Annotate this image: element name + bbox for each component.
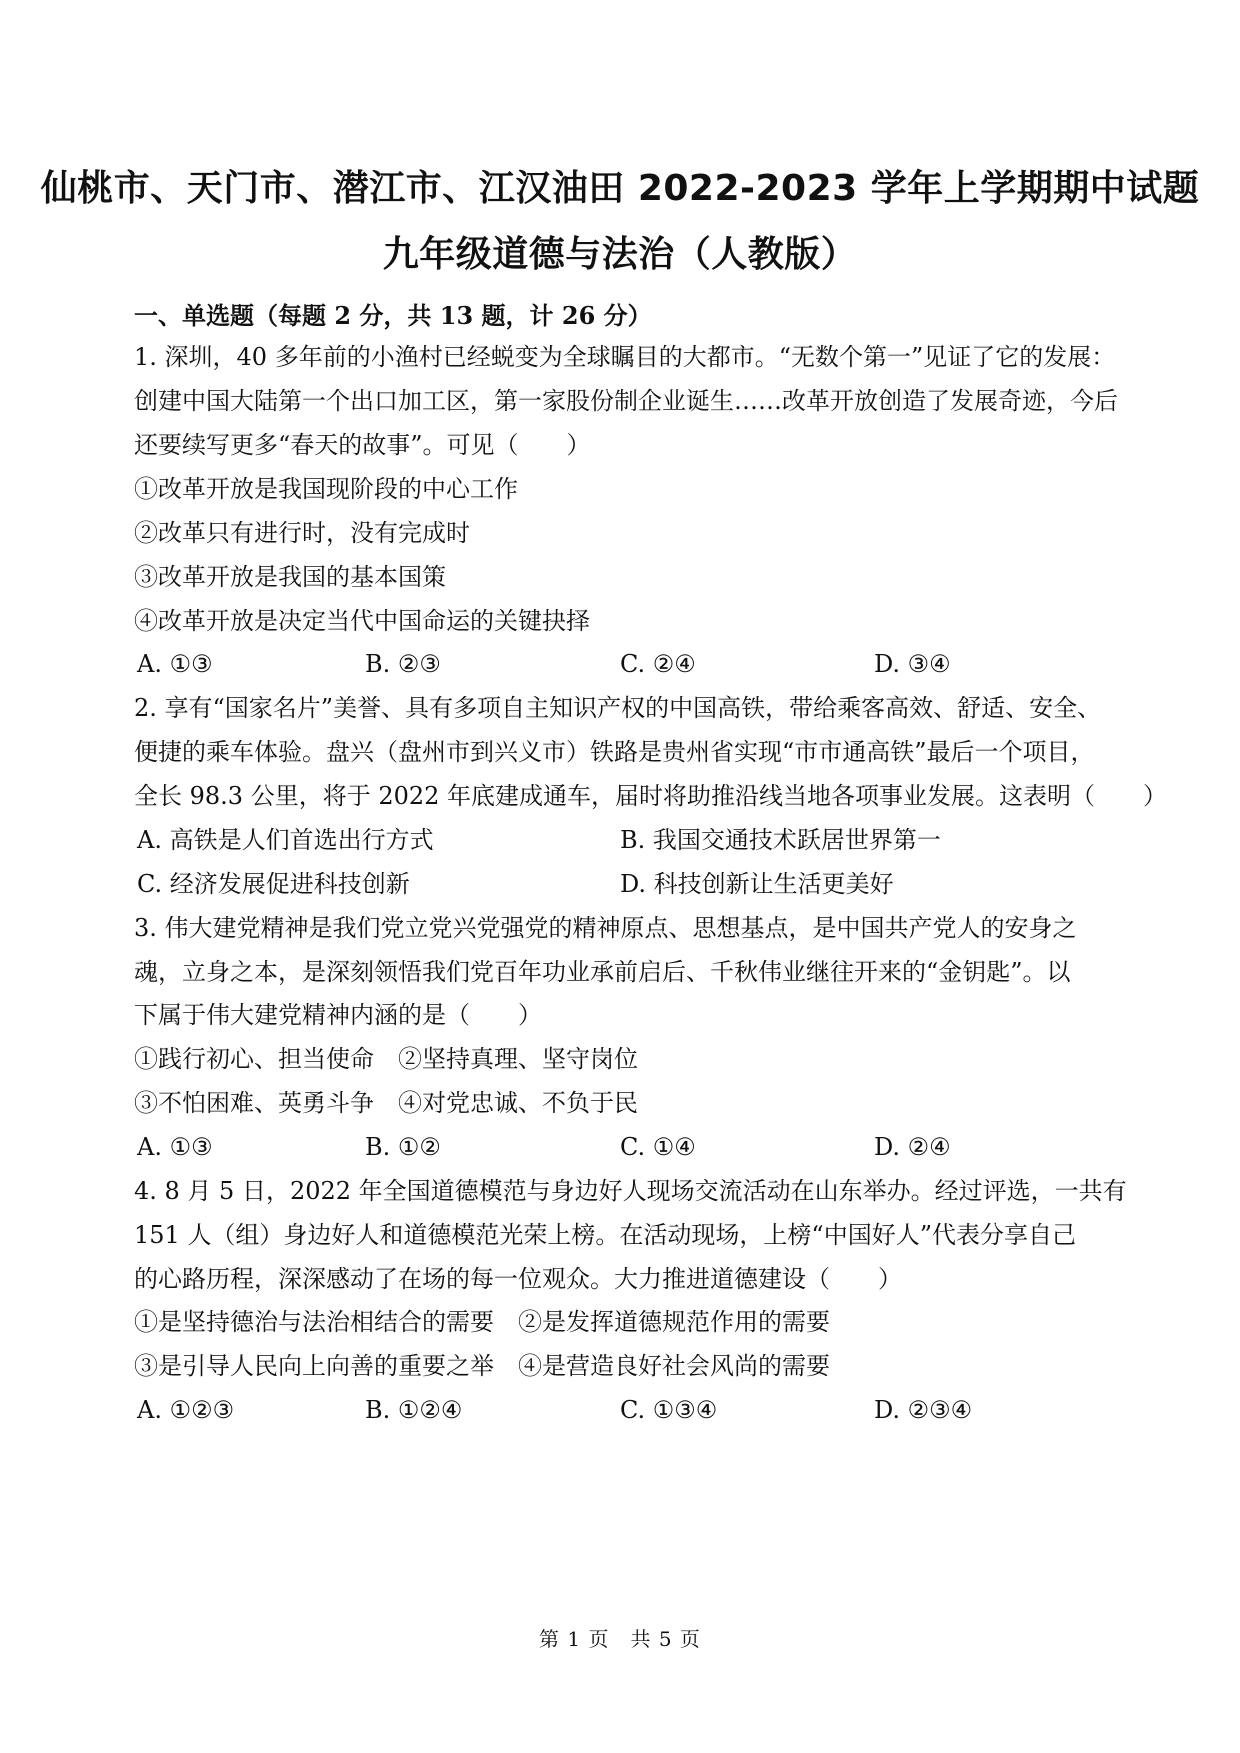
exam-title: 仙桃市、天门市、潜江市、江汉油田 2022-2023 学年上学期期中试题 xyxy=(40,168,1200,209)
q2-option-a: A. 高铁是人们首选出行方式 xyxy=(137,826,434,854)
q1-statement-4: ④改革开放是决定当代中国命运的关键抉择 xyxy=(134,607,590,635)
q4-option-b: B. ①②④ xyxy=(365,1396,463,1424)
q1-stem-line2: 创建中国大陆第一个出口加工区，第一家股份制企业诞生……改革开放创造了发展奇迹，今后 xyxy=(134,387,1118,415)
q3-stem-line1: 3. 伟大建党精神是我们党立党兴党强党的精神原点、思想基点，是中国共产党人的安身之 xyxy=(134,914,1077,942)
q2-option-b: B. 我国交通技术跃居世界第一 xyxy=(620,826,941,854)
page-number: 第 1 页 共 5 页 xyxy=(539,1627,701,1651)
q2-option-d: D. 科技创新让生活更美好 xyxy=(620,870,894,898)
q1-statement-2: ②改革只有进行时，没有完成时 xyxy=(134,519,470,547)
q2-stem-line1: 2. 享有“国家名片”美誉、具有多项自主知识产权的中国高铁，带给乘客高效、舒适、安全、 xyxy=(134,694,1102,722)
q4-statements-line1: ①是坚持德治与法治相结合的需要 ②是发挥道德规范作用的需要 xyxy=(134,1308,830,1336)
q1-stem-line1: 1. 深圳，40 多年前的小渔村已经蜕变为全球瞩目的大都市。“无数个第一”见证了它的发展： xyxy=(134,343,1116,371)
q3-option-d: D. ②④ xyxy=(874,1133,951,1161)
q2-option-c: C. 经济发展促进科技创新 xyxy=(137,870,410,898)
q4-stem-line3: 的心路历程，深深感动了在场的每一位观众。大力推进道德建设（ ） xyxy=(134,1265,902,1293)
q1-option-c: C. ②④ xyxy=(620,650,696,678)
q4-stem-line1: 4. 8 月 5 日，2022 年全国道德模范与身边好人现场交流活动在山东举办。经过评选，一共有 xyxy=(134,1177,1127,1205)
q3-option-a: A. ①③ xyxy=(137,1133,213,1161)
exam-subtitle: 九年级道德与法治（人教版） xyxy=(382,234,858,275)
q4-statements-line2: ③是引导人民向上向善的重要之举 ④是营造良好社会风尚的需要 xyxy=(134,1352,830,1380)
q3-statements-line2: ③不怕困难、英勇斗争 ④对党忠诚、不负于民 xyxy=(134,1089,638,1117)
q3-stem-line3: 下属于伟大建党精神内涵的是（ ） xyxy=(134,1001,542,1029)
section-heading: 一、单选题（每题 2 分，共 13 题，计 26 分） xyxy=(134,301,652,330)
q1-stem-line3: 还要续写更多“春天的故事”。可见（ ） xyxy=(134,431,591,459)
q1-option-a: A. ①③ xyxy=(137,650,213,678)
q4-stem-line2: 151 人（组）身边好人和道德模范光荣上榜。在活动现场，上榜“中国好人”代表分享自己 xyxy=(134,1221,1076,1249)
q1-statement-3: ③改革开放是我国的基本国策 xyxy=(134,563,446,591)
q1-option-b: B. ②③ xyxy=(365,650,441,678)
q1-option-d: D. ③④ xyxy=(874,650,951,678)
q4-option-c: C. ①③④ xyxy=(620,1396,718,1424)
q2-stem-line3: 全长 98.3 公里，将于 2022 年底建成通车，届时将助推沿线当地各项事业发展。这表明（ ） xyxy=(134,782,1168,810)
q2-stem-line2: 便捷的乘车体验。盘兴（盘州市到兴义市）铁路是贵州省实现“市市通高铁”最后一个项目， xyxy=(134,738,1095,766)
q4-option-d: D. ②③④ xyxy=(874,1396,973,1424)
q3-option-c: C. ①④ xyxy=(620,1133,696,1161)
q1-statement-1: ①改革开放是我国现阶段的中心工作 xyxy=(134,475,518,503)
q3-stem-line2: 魂，立身之本，是深刻领悟我们党百年功业承前启后、千秋伟业继往开来的“金钥匙”。以 xyxy=(134,958,1071,986)
q4-option-a: A. ①②③ xyxy=(137,1396,235,1424)
q3-option-b: B. ①② xyxy=(365,1133,441,1161)
q3-statements-line1: ①践行初心、担当使命 ②坚持真理、坚守岗位 xyxy=(134,1045,638,1073)
